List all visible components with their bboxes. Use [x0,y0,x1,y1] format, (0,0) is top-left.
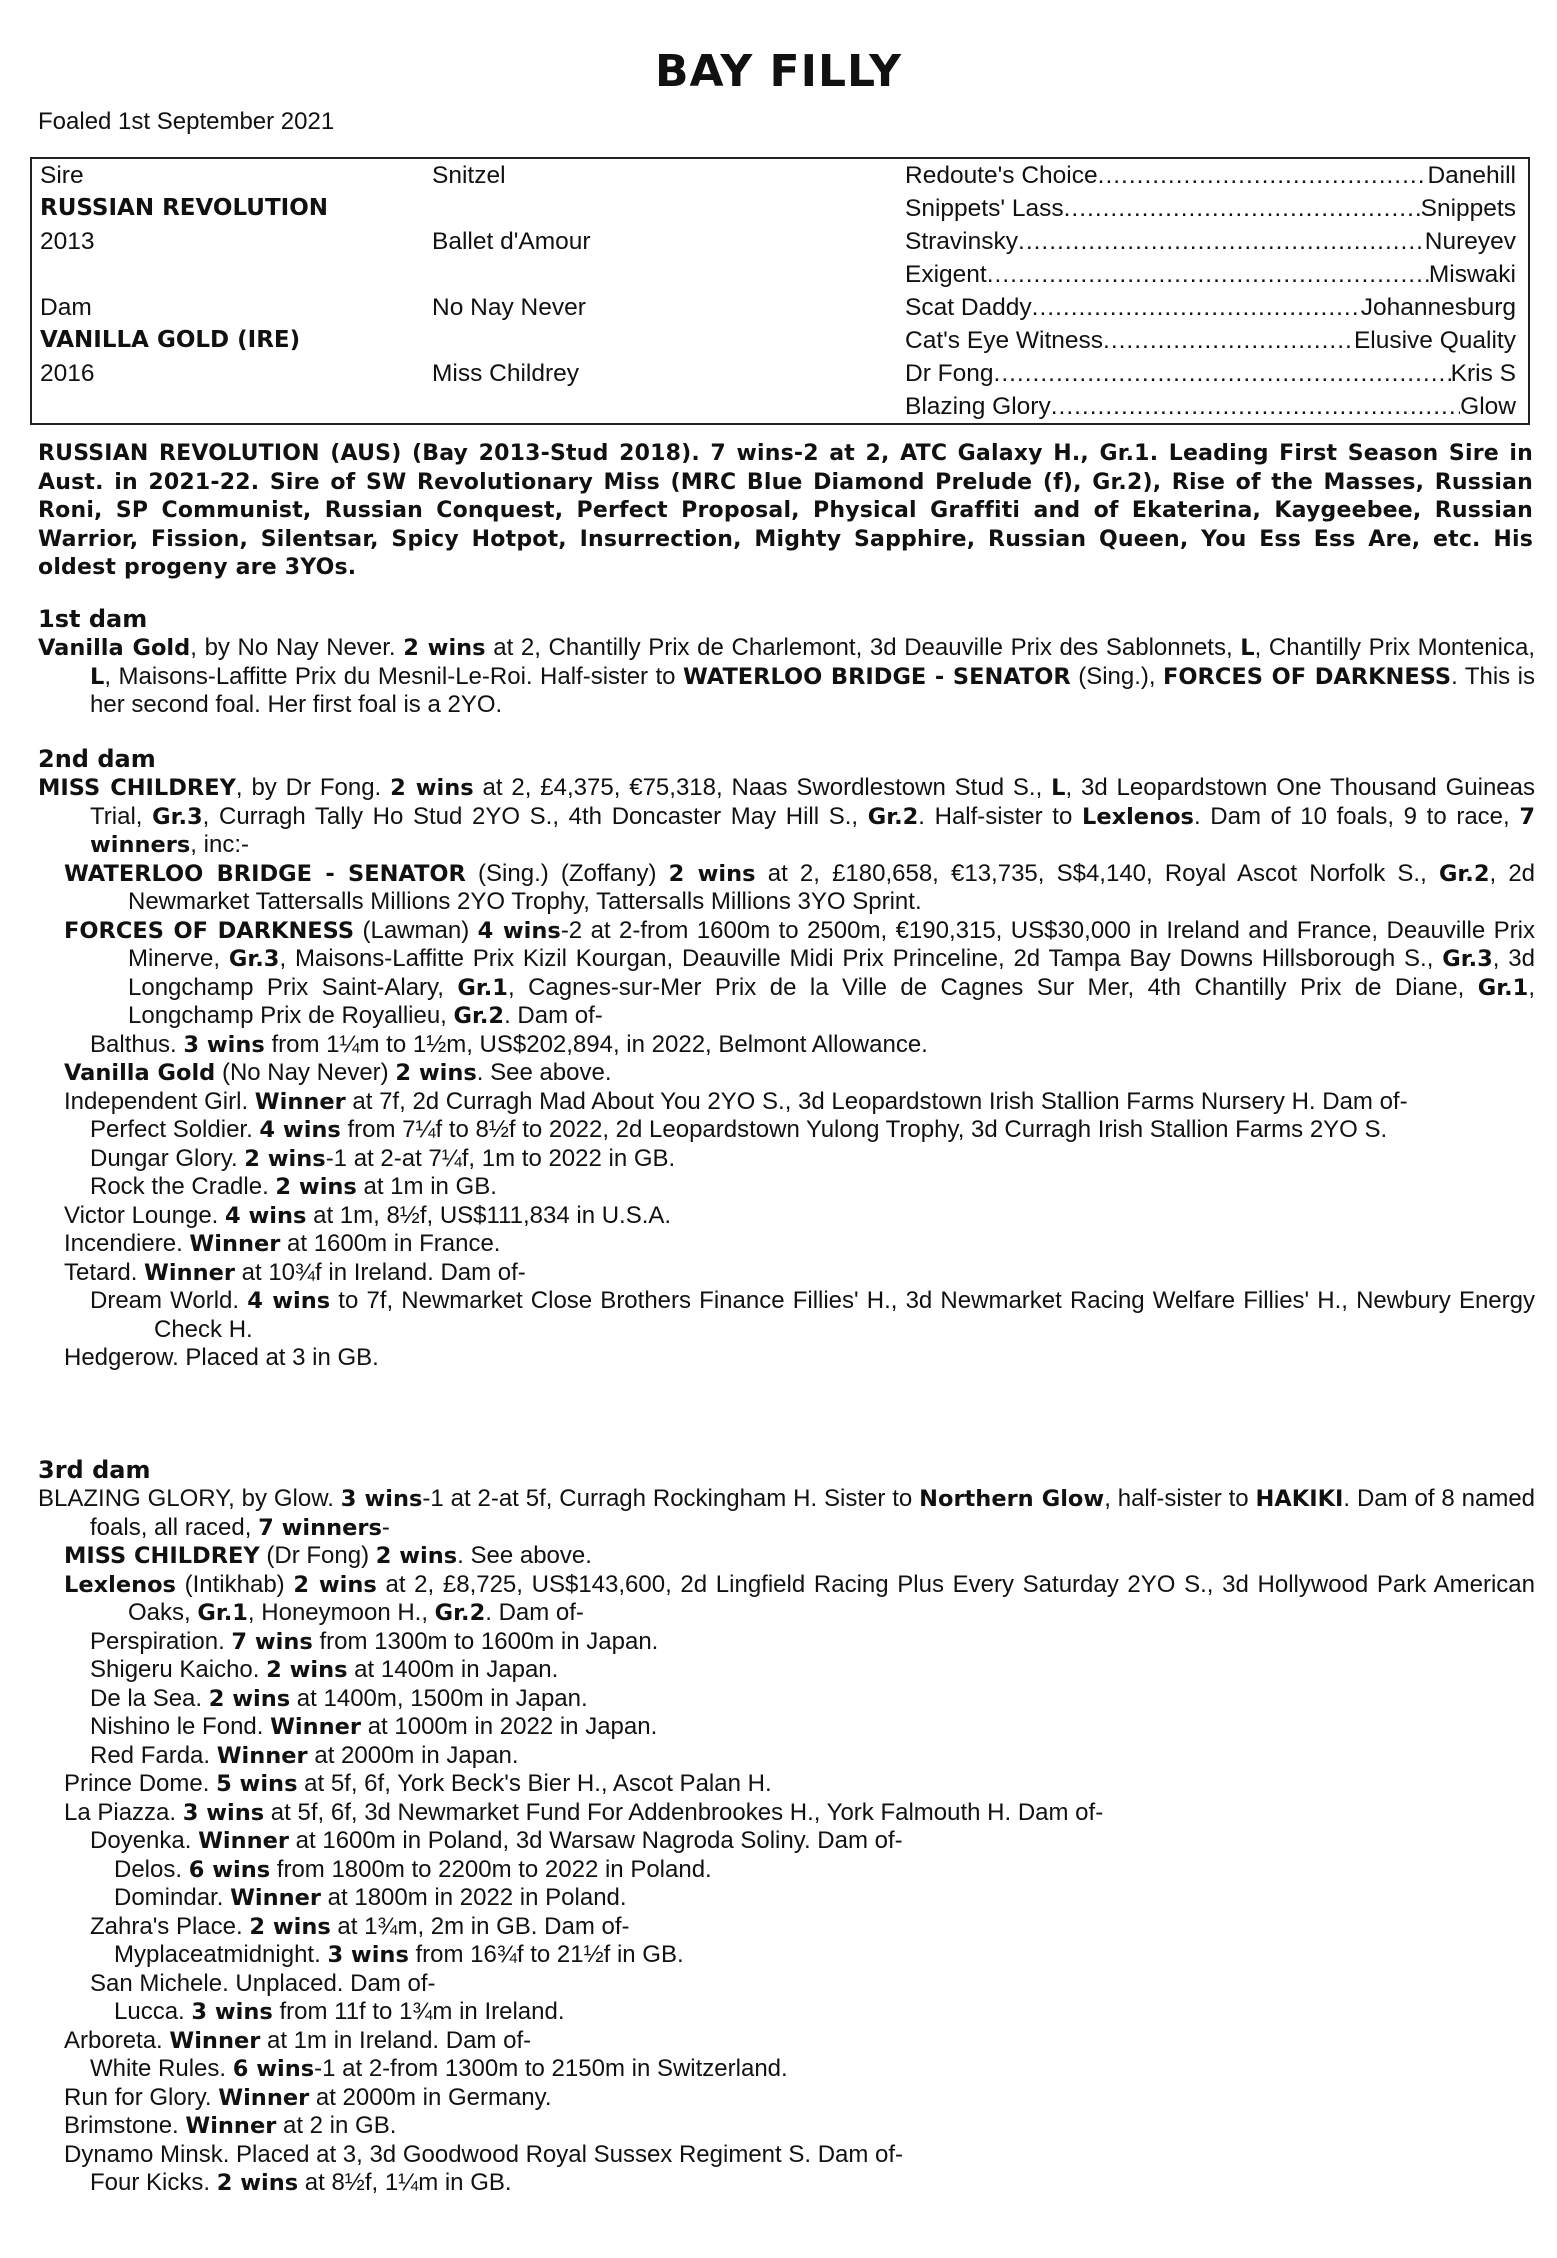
pedigree-entry: Lucca. 3 wins from 11f to 1¾m in Ireland. [114,1998,565,2025]
g3-name: Blazing Glory [905,393,1051,420]
g3-name: Exigent [905,261,987,288]
pedigree-entry: Run for Glory. Winner at 2000m in Germany. [64,2083,552,2111]
dot-leader [1103,324,1354,357]
g3-row [905,225,1516,258]
pedigree-entry: Lexlenos (Intikhab) 2 wins at 2, £8,725, US$143,600, 2d Lingfield Racing Plus Every Saturday 2YO S., 3d Hollywood Park American Oaks, Gr.1, Honeymoon H., Gr.2. Dam of- [64,1570,1535,1626]
g3-name: Scat Daddy [905,294,1032,321]
g3-name: Snippets' Lass [905,195,1064,222]
sire-summary: RUSSIAN REVOLUTION (AUS) (Bay 2013-Stud 2018). 7 wins-2 at 2, ATC Galaxy H., Gr.1. Leading First Season Sire in Aust. in 2021-22. Sire of SW Revolutionary Miss (MRC Blue Diamond Prelude (f), Gr.2), Rise of the Masses, Russian Roni, SP Communist, Russian Conquest, Perfect Proposal, Physical Graffiti and of Ekaterina, Kaygeebee, Russian Warrior, Fission, Silentsar, Spicy Hotpot, Insurrection, Mighty Sapphire, Russian Queen, You Ess Ess Are, etc. His oldest progeny are 3YOs. [38,441,1533,581]
g3-sire: Nureyev [1424,228,1516,255]
third-dam-section [38,1455,1535,2198]
pedigree-entry: La Piazza. 3 wins at 5f, 6f, 3d Newmarket Fund For Addenbrookes H., York Falmouth H. Dam of- [64,1798,1104,1826]
pedigree-entry: Tetard. Winner at 10¾f in Ireland. Dam of- [64,1258,526,1286]
g3-row [905,159,1516,192]
pedigree-entry: BLAZING GLORY, by Glow. 3 wins-1 at 2-at 5f, Curragh Rockingham H. Sister to Northern Glow, half-sister to HAKIKI. Dam of 8 named foals, all raced, 7 winners- [38,1485,1536,1541]
pedigree-entry: Dynamo Minsk. Placed at 3, 3d Goodwood Royal Sussex Regiment S. Dam of- [64,2140,904,2168]
pedigree-entry: San Michele. Unplaced. Dam of- [90,1969,436,1997]
g3-sire: Kris S [1450,360,1516,387]
pedigree-entry: WATERLOO BRIDGE - SENATOR (Sing.) (Zoffany) 2 wins at 2, £180,658, €13,735, S$4,140, Royal Ascot Norfolk S., Gr.2, 2d Newmarket Tattersalls Millions 2YO Trophy, Tattersalls Millions 3YO Sprint. [64,859,1536,915]
g3-name: Cat's Eye Witness [905,327,1104,354]
g3-sire: Miswaki [1428,261,1516,288]
pedigree-entry: Doyenka. Winner at 1600m in Poland, 3d Warsaw Nagroda Soliny. Dam of- [90,1827,903,1854]
pedigree-table [30,157,1530,425]
pedigree-entry: Incendiere. Winner at 1600m in France. [64,1230,501,1257]
pedigree-entry: MISS CHILDREY, by Dr Fong. 2 wins at 2, £4,375, €75,318, Naas Swordlestown Stud S., L, 3d Leopardstown One Thousand Guineas Trial, Gr.3, Curragh Tally Ho Stud 2YO S., 4th Doncaster May Hill S., Gr.2. Half-sister to Lexlenos. Dam of 10 foals, 9 to race, 7 winners, inc:- [38,774,1536,858]
dam-year: 2016 [40,360,95,387]
pedigree-entry: Nishino le Fond. Winner at 1000m in 2022 in Japan. [90,1713,658,1740]
third-dam-body [38,1485,1535,2198]
dot-leader [1051,390,1460,423]
pedigree-entry: Red Farda. Winner at 2000m in Japan. [90,1741,519,1769]
foaled-date: Foaled 1st September 2021 [38,108,335,135]
dam-dam: Miss Childrey [432,360,580,387]
dam-sire: No Nay Never [432,294,586,321]
pedigree-entry: Vanilla Gold, by No Nay Never. 2 wins at 2, Chantilly Prix de Charlemont, 3d Deauville Prix des Sablonnets, L, Chantilly Prix Montenica, L, Maisons-Laffitte Prix du Mesnil-Le-Roi. Half-sister to WATERLOO BRIDGE - SENATOR (Sing.), FORCES OF DARKNESS. This is her second foal. Her first foal is a 2YO. [38,634,1535,718]
sire-dam: Ballet d'Amour [432,228,591,255]
pedigree-entry: Victor Lounge. 4 wins at 1m, 8½f, US$111,834 in U.S.A. [64,1201,672,1229]
pedigree-entry: Balthus. 3 wins from 1¼m to 1½m, US$202,894, in 2022, Belmont Allowance. [90,1030,928,1058]
g3-name: Dr Fong [905,360,994,387]
dam-name: VANILLA GOLD (IRE) [40,327,301,353]
dam-label: Dam [40,294,92,321]
dot-leader [1098,159,1428,192]
g3-name: Stravinsky [905,228,1019,255]
pedigree-entry: Independent Girl. Winner at 7f, 2d Curragh Mad About You 2YO S., 3d Leopardstown Irish Stallion Farms Nursery H. Dam of- [64,1087,1408,1115]
pedigree-entry: Perfect Soldier. 4 wins from 7¼f to 8½f to 2022, 2d Leopardstown Yulong Trophy, 3d Curragh Irish Stallion Farms 2YO S. [90,1116,1388,1143]
pedigree-entry: Vanilla Gold (No Nay Never) 2 wins. See above. [64,1059,612,1086]
page-title: BAY FILLY [654,46,903,97]
pedigree-entry: MISS CHILDREY (Dr Fong) 2 wins. See above. [64,1542,592,1569]
sire-sire: Snitzel [432,162,506,189]
g3-row [905,258,1516,291]
sire-label: Sire [40,162,84,189]
pedigree-entry: Four Kicks. 2 wins at 8½f, 1¼m in GB. [90,2169,512,2196]
pedigree-entry: Perspiration. 7 wins from 1300m to 1600m in Japan. [90,1627,659,1655]
pedigree-entry: Prince Dome. 5 wins at 5f, 6f, York Beck's Bier H., Ascot Palan H. [64,1770,772,1797]
second-dam-section [38,744,1535,1373]
second-dam-body [38,774,1535,1373]
pedigree-entry: Rock the Cradle. 2 wins at 1m in GB. [90,1173,497,1200]
pedigree-entry: Dungar Glory. 2 wins-1 at 2-at 7¼f, 1m to 2022 in GB. [90,1144,676,1172]
g3-row [905,324,1516,357]
first-dam-section [38,604,1535,720]
sire-year: 2013 [40,228,95,255]
dot-leader [1064,192,1421,225]
g3-row [905,357,1516,390]
g3-name: Redoute's Choice [905,162,1098,189]
dot-leader [1032,291,1361,324]
pedigree-entry: FORCES OF DARKNESS (Lawman) 4 wins-2 at 2-from 1600m to 2500m, €190,315, US$30,000 in Ireland and France, Deauville Prix Minerve, Gr.3, Maisons-Laffitte Prix Kizil Kourgan, Deauville Midi Prix Princeline, 2d Tampa Bay Downs Hillsborough S., Gr.3, 3d Longchamp Prix Saint-Alary, Gr.1, Cagnes-sur-Mer Prix de la Ville de Cagnes Sur Mer, 4th Chantilly Prix de Diane, Gr.1, Longchamp Prix de Royallieu, Gr.2. Dam of- [64,916,1536,1029]
pedigree-entry: Zahra's Place. 2 wins at 1¾m, 2m in GB. Dam of- [90,1912,630,1940]
first-dam-heading: 1st dam [38,605,148,633]
sire-name: RUSSIAN REVOLUTION [40,195,329,221]
pedigree-entry: Myplaceatmidnight. 3 wins from 16¾f to 21½f in GB. [114,1941,684,1968]
pedigree-entry: Shigeru Kaicho. 2 wins at 1400m in Japan. [90,1656,559,1683]
pedigree-entry: Hedgerow. Placed at 3 in GB. [64,1344,379,1371]
dot-leader [1018,225,1425,258]
pedigree-entry: Brimstone. Winner at 2 in GB. [64,2112,397,2139]
pedigree-entry: Domindar. Winner at 1800m in 2022 in Poland. [114,1884,627,1911]
g3-sire: Johannesburg [1360,294,1516,321]
dot-leader [987,258,1429,291]
g3-sire: Danehill [1427,162,1516,189]
g3-sire: Elusive Quality [1353,327,1516,354]
g3-row [905,192,1516,225]
g3-sire: Glow [1460,393,1516,420]
g3-row [905,390,1516,423]
g3-sire: Snippets [1420,195,1516,222]
pedigree-entry: De la Sea. 2 wins at 1400m, 1500m in Japan. [90,1684,588,1712]
dot-leader [994,357,1451,390]
first-dam-body [38,634,1535,720]
second-dam-heading: 2nd dam [38,745,156,773]
third-dam-heading: 3rd dam [38,1456,151,1484]
pedigree-entry: White Rules. 6 wins-1 at 2-from 1300m to 2150m in Switzerland. [90,2055,788,2082]
g3-row [905,291,1516,324]
pedigree-entry: Delos. 6 wins from 1800m to 2200m to 2022 in Poland. [114,1855,712,1883]
pedigree-entry: Arboreta. Winner at 1m in Ireland. Dam of- [64,2026,532,2054]
pedigree-entry: Dream World. 4 wins to 7f, Newmarket Close Brothers Finance Fillies' H., 3d Newmarket Racing Welfare Fillies' H., Newbury Energy Check H. [90,1287,1535,1343]
